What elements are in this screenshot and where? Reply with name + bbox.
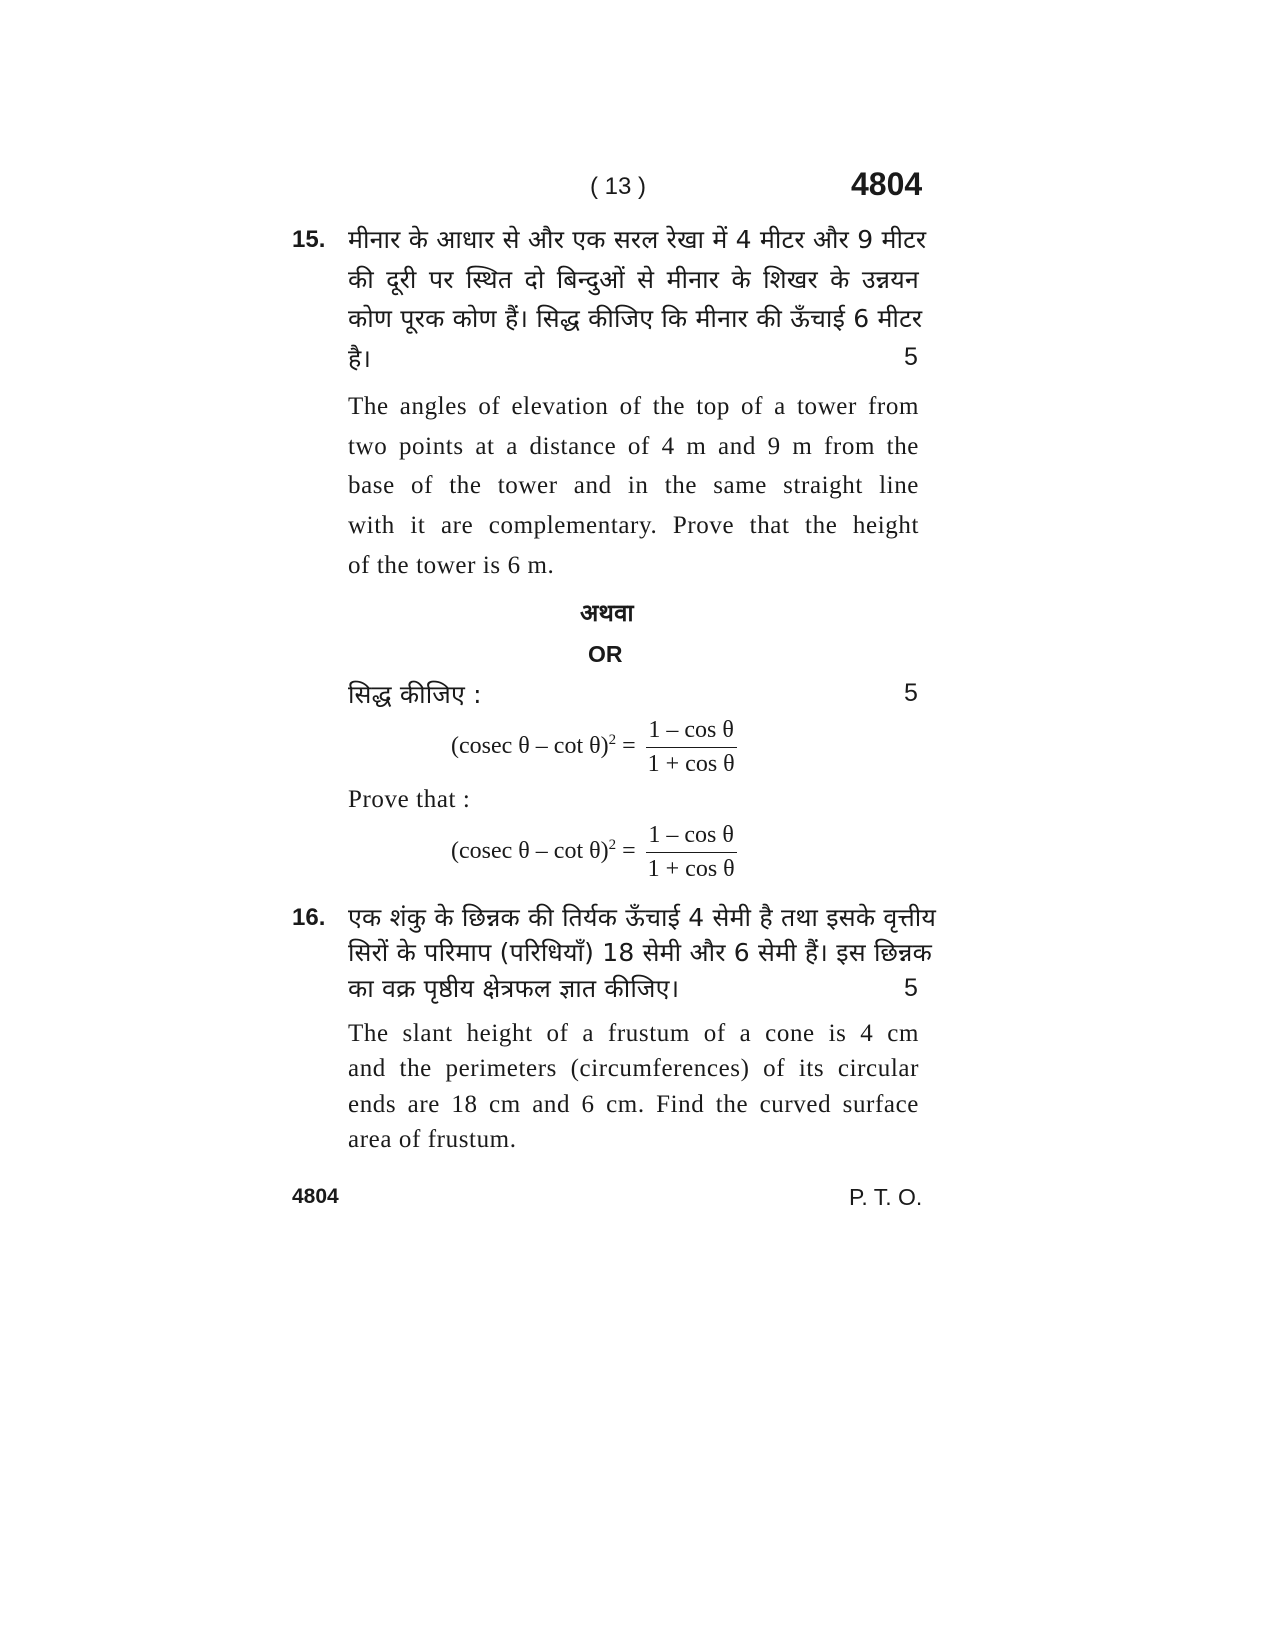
q16-english-line-4: area of frustum. (348, 1126, 517, 1153)
q16-marks: 5 (904, 974, 918, 1002)
q16-hindi-line-3: का वक्र पृष्ठीय क्षेत्रफल ज्ञात कीजिए। (348, 974, 680, 1003)
equation-exponent: 2 (608, 837, 617, 854)
q16-hindi-line-1: एक शंकु के छिन्नक की तिर्यक ऊँचाई 4 सेमी है तथा इसके वृत्तीय (348, 903, 937, 932)
alt-hindi-prompt: सिद्ध कीजिए : (348, 680, 482, 709)
q16-english-line-2: and the perimeters (circumferences) of its circular (348, 1055, 919, 1082)
paper-code-footer: 4804 (292, 1185, 339, 1208)
q15-hindi-line-1: मीनार के आधार से और एक सरल रेखा में 4 मीटर और 9 मीटर (348, 225, 927, 254)
q15-marks: 5 (904, 343, 918, 371)
or-hindi: अथवा (580, 599, 634, 627)
q15-hindi-line-4: है। (348, 344, 372, 373)
paper-code-header: 4804 (851, 166, 923, 202)
equation-lhs: (cosec θ – cot θ) (451, 838, 609, 865)
please-turn-over: P. T. O. (849, 1184, 923, 1210)
equation-equals: = (622, 838, 636, 865)
equation-numerator: 1 – cos θ (646, 717, 737, 748)
equation-exponent: 2 (608, 732, 617, 749)
alt-marks: 5 (904, 679, 918, 707)
page-number: ( 13 ) (590, 173, 647, 200)
q15-english-line-4: with it are complementary. Prove that the height (348, 512, 919, 539)
q15-hindi-line-3: कोण पूरक कोण हैं। सिद्ध कीजिए कि मीनार की ऊँचाई 6 मीटर (348, 304, 923, 333)
equation-denominator: 1 + cos θ (647, 751, 735, 777)
equation-lhs: (cosec θ – cot θ) (451, 733, 609, 760)
alt-english-prompt: Prove that : (348, 786, 471, 813)
q16-english-line-1: The slant height of a frustum of a cone is 4 cm (348, 1020, 919, 1047)
q15-english-line-5: of the tower is 6 m. (348, 552, 555, 579)
q16-hindi-line-2: सिरों के परिमाप (परिधियाँ) 18 सेमी और 6 सेमी हैं। इस छिन्नक (348, 938, 932, 967)
equation-equals: = (622, 733, 636, 760)
q16-english-line-3: ends are 18 cm and 6 cm. Find the curved surface (348, 1091, 919, 1118)
equation-denominator: 1 + cos θ (647, 856, 735, 882)
q15-english-line-2: two points at a distance of 4 m and 9 m from the (348, 433, 919, 460)
or-english: OR (588, 641, 623, 667)
equation-fraction (646, 822, 737, 883)
question-16-number: 16. (292, 904, 326, 931)
question-15-number: 15. (292, 226, 326, 253)
identity-equation-hindi (451, 717, 737, 778)
equation-fraction (646, 717, 737, 778)
q15-english-line-1: The angles of elevation of the top of a tower from (348, 393, 919, 420)
identity-equation-english (451, 822, 737, 883)
equation-numerator: 1 – cos θ (646, 822, 737, 853)
q15-hindi-line-2: की दूरी पर स्थित दो बिन्दुओं से मीनार के शिखर के उन्नयन (348, 265, 919, 294)
q15-english-line-3: base of the tower and in the same straight line (348, 472, 919, 499)
